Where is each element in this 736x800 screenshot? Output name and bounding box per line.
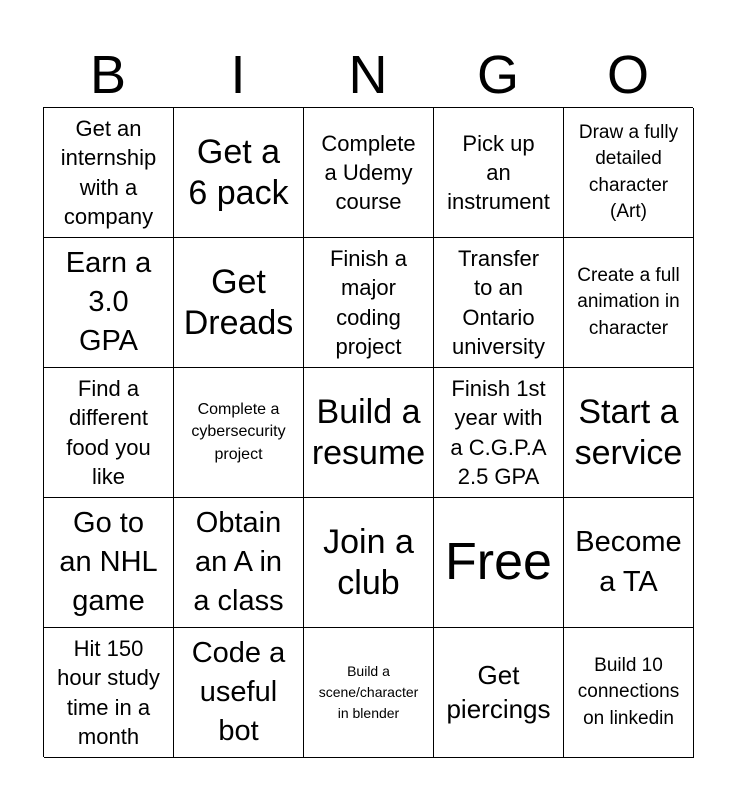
bingo-cell[interactable] (564, 108, 694, 238)
cell-label: Get piercings (446, 659, 551, 724)
cell-label: Go to an NHL game (59, 506, 158, 618)
cell-label: Earn a 3.0 GPA (65, 246, 152, 358)
header-letter-b: B (89, 45, 127, 105)
bingo-cell[interactable] (44, 238, 174, 368)
bingo-cell[interactable] (434, 368, 564, 498)
bingo-board (43, 107, 693, 757)
bingo-cell[interactable] (564, 628, 694, 758)
cell-label: Get an internship with a company (60, 116, 157, 229)
bingo-cell[interactable] (44, 498, 174, 628)
cell-label: Code a useful bot (191, 636, 286, 748)
bingo-cell[interactable] (434, 238, 564, 368)
cell-label: Become a TA (575, 526, 682, 598)
cell-label: Hit 150 hour study time in a month (57, 636, 160, 749)
cell-label: Get Dreads (183, 263, 294, 342)
bingo-cell[interactable] (304, 108, 434, 238)
bingo-cell[interactable] (174, 628, 304, 758)
bingo-cell[interactable] (174, 368, 304, 498)
bingo-cell[interactable] (304, 498, 434, 628)
bingo-cell[interactable] (304, 368, 434, 498)
cell-label: Build 10 connections on linkedin (577, 655, 680, 729)
cell-label: Transfer to an Ontario university (452, 246, 545, 359)
cell-label: Join a club (323, 523, 414, 602)
bingo-cell[interactable] (564, 238, 694, 368)
bingo-cell[interactable] (44, 108, 174, 238)
bingo-cell[interactable] (434, 628, 564, 758)
header-letter-i: I (230, 45, 246, 105)
cell-label: Draw a fully detailed character (Art) (578, 122, 679, 222)
bingo-cell[interactable] (44, 628, 174, 758)
bingo-cell[interactable] (564, 368, 694, 498)
cell-label: Complete a Udemy course (321, 130, 416, 215)
bingo-cell[interactable] (564, 498, 694, 628)
cell-label: Get a 6 pack (188, 133, 289, 212)
bingo-cell[interactable] (304, 628, 434, 758)
cell-label: Pick up an instrument (447, 130, 550, 215)
header-letter-n: N (348, 45, 388, 105)
bingo-cell[interactable] (304, 238, 434, 368)
header-letter-g: G (476, 45, 519, 105)
cell-label: Find a different food you like (66, 376, 151, 489)
cell-label: Build a scene/character in blender (318, 663, 419, 721)
cell-label: Finish 1st year with a C.G.P.A 2.5 GPA (450, 376, 547, 489)
cell-label: Finish a major coding project (329, 246, 408, 359)
cell-label: Complete a cybersecurity project (191, 400, 286, 463)
bingo-cell[interactable] (174, 108, 304, 238)
bingo-header (43, 44, 693, 106)
cell-label: Obtain an A in a class (193, 506, 284, 618)
bingo-cell[interactable] (174, 498, 304, 628)
cell-label: Create a full animation in character (577, 265, 680, 339)
bingo-cell[interactable] (434, 108, 564, 238)
cell-label: Start a service (574, 393, 683, 472)
bingo-cell[interactable] (44, 368, 174, 498)
cell-label: Build a resume (311, 393, 426, 472)
free-space-label: Free (445, 532, 552, 591)
bingo-cell-free[interactable] (434, 498, 564, 628)
bingo-cell[interactable] (174, 238, 304, 368)
header-letter-o: O (606, 45, 649, 105)
